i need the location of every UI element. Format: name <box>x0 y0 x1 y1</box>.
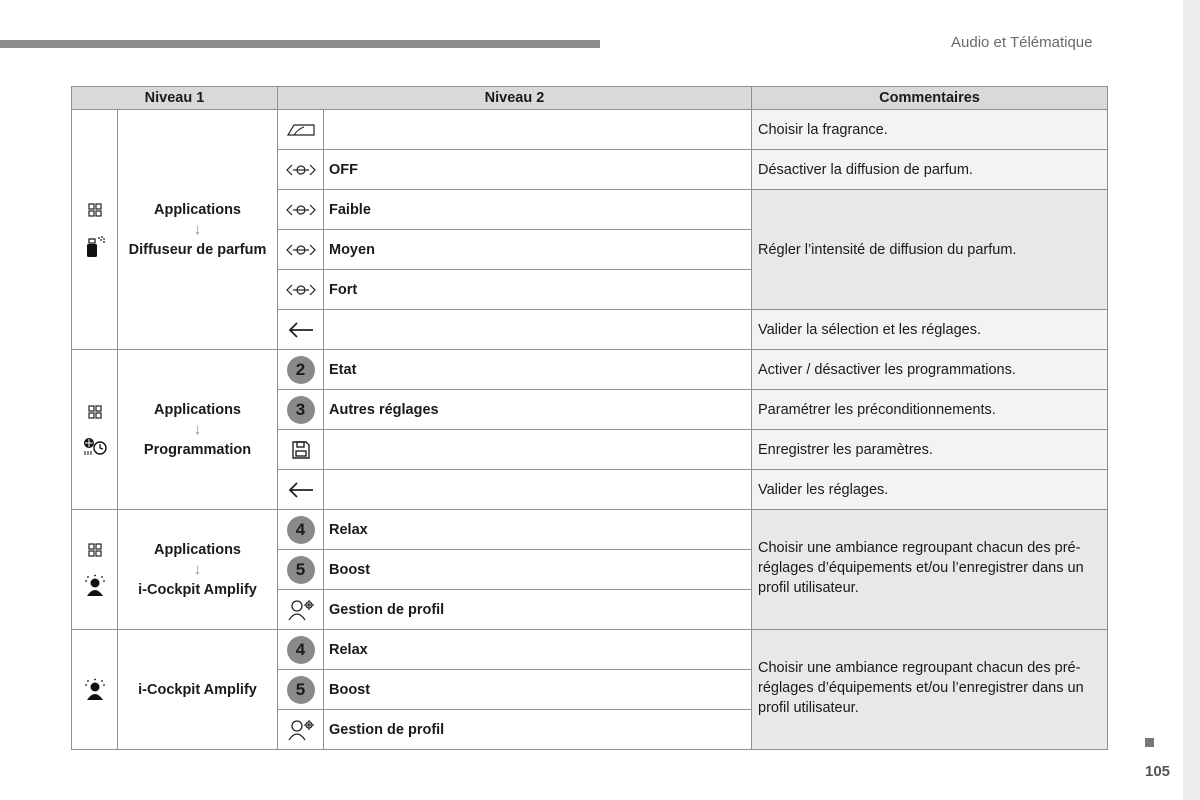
level1-icons <box>72 110 118 350</box>
table-row <box>72 350 1108 390</box>
cockpit-amplify-icon <box>83 681 107 697</box>
number-4-icon[interactable]: 4 <box>278 630 324 670</box>
apps-grid-icon <box>88 542 102 558</box>
level1-icons <box>72 630 118 750</box>
number-5-icon[interactable]: 5 <box>278 550 324 590</box>
row-comment: Désactiver la diffusion de parfum. <box>752 150 1108 190</box>
row-comment-merged: Choisir une ambiance regroupant chacun des pré-réglages d’équipements et/ou l’enregistrer dans un profil utilisateur. <box>752 510 1108 630</box>
number-5-icon[interactable]: 5 <box>278 670 324 710</box>
level1-diffuseur: Applications ↓ Diffuseur de parfum <box>118 110 278 350</box>
profile-settings-icon[interactable] <box>278 590 324 630</box>
header-commentaires: Commentaires <box>752 87 1108 110</box>
arrow-down-icon: ↓ <box>193 220 202 238</box>
row-comment: Activer / désactiver les programmations. <box>752 350 1108 390</box>
level1-programmation: Applications ↓ Programmation <box>118 350 278 510</box>
level1-icons <box>72 510 118 630</box>
cockpit-amplify-icon <box>83 574 107 598</box>
apps-grid-icon <box>88 404 102 420</box>
page-marker <box>1145 738 1154 747</box>
row-label-relax[interactable]: Relax <box>324 630 752 670</box>
row-label-faible[interactable]: Faible <box>324 190 752 230</box>
table-row <box>72 110 1108 150</box>
intensity-icon[interactable] <box>278 190 324 230</box>
row-label-off[interactable]: OFF <box>324 150 752 190</box>
intensity-icon[interactable] <box>278 150 324 190</box>
top-decorative-bar <box>0 40 600 48</box>
apps-grid-icon <box>88 202 102 218</box>
row-label-fort[interactable]: Fort <box>324 270 752 310</box>
arrow-down-icon: ↓ <box>193 420 202 438</box>
row-label-boost[interactable]: Boost <box>324 670 752 710</box>
arrow-down-icon: ↓ <box>193 560 202 578</box>
fragrance-icon[interactable] <box>278 110 324 150</box>
row-comment-merged: Choisir une ambiance regroupant chacun des pré-réglages d’équipements et/ou l’enregistrer dans un profil utilisateur. <box>752 630 1108 750</box>
row-comment: Valider les réglages. <box>752 470 1108 510</box>
diffuser-icon <box>84 234 106 258</box>
section-title: Audio et Télématique <box>951 34 1093 51</box>
number-3-icon[interactable]: 3 <box>278 390 324 430</box>
row-comment: Enregistrer les paramètres. <box>752 430 1108 470</box>
programming-icon <box>82 436 108 456</box>
header-niveau-1: Niveau 1 <box>72 87 278 110</box>
row-label-boost[interactable]: Boost <box>324 550 752 590</box>
row-label-gestion-profil[interactable]: Gestion de profil <box>324 590 752 630</box>
number-2-icon[interactable]: 2 <box>278 350 324 390</box>
header-niveau-2: Niveau 2 <box>278 87 752 110</box>
row-comment: Choisir la fragrance. <box>752 110 1108 150</box>
back-arrow-icon[interactable] <box>278 470 324 510</box>
table-row <box>72 630 1108 670</box>
level1-icons <box>72 350 118 510</box>
row-label[interactable] <box>324 110 752 150</box>
row-label-relax[interactable]: Relax <box>324 510 752 550</box>
row-label-gestion-profil[interactable]: Gestion de profil <box>324 710 752 750</box>
row-label-autres-reglages[interactable]: Autres réglages <box>324 390 752 430</box>
intensity-icon[interactable] <box>278 270 324 310</box>
level1-cockpit-apps: Applications ↓ i-Cockpit Amplify <box>118 510 278 630</box>
row-label[interactable] <box>324 430 752 470</box>
intensity-icon[interactable] <box>278 230 324 270</box>
row-comment-merged: Régler l’intensité de diffusion du parfum. <box>752 190 1108 310</box>
page-number: 105 <box>1145 763 1171 780</box>
table-row <box>72 510 1108 550</box>
right-margin-strip <box>1183 0 1200 800</box>
back-arrow-icon[interactable] <box>278 310 324 350</box>
row-comment: Paramétrer les préconditionnements. <box>752 390 1108 430</box>
row-label-moyen[interactable]: Moyen <box>324 230 752 270</box>
profile-settings-icon[interactable] <box>278 710 324 750</box>
level1-cockpit: i-Cockpit Amplify <box>118 630 278 750</box>
save-icon[interactable] <box>278 430 324 470</box>
row-label[interactable] <box>324 310 752 350</box>
menu-table <box>71 86 1108 750</box>
number-4-icon[interactable]: 4 <box>278 510 324 550</box>
row-label-etat[interactable]: Etat <box>324 350 752 390</box>
row-comment: Valider la sélection et les réglages. <box>752 310 1108 350</box>
row-label[interactable] <box>324 470 752 510</box>
